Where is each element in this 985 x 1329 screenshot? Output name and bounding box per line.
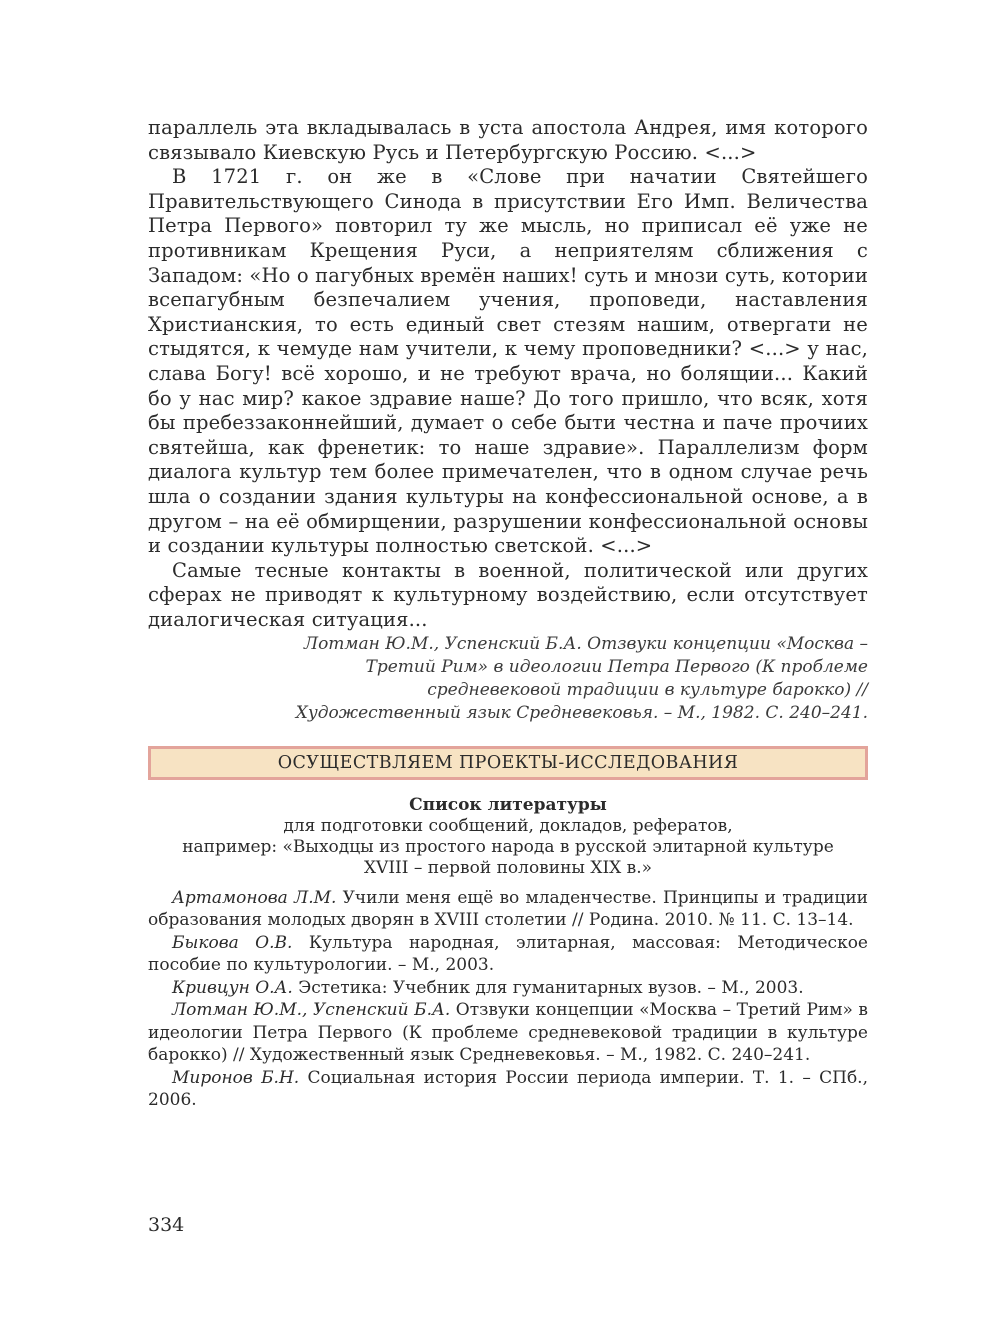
page-number: 334 <box>148 1214 185 1236</box>
section-header <box>148 746 868 780</box>
reference-item <box>148 887 868 932</box>
citation-line: Третий Рим» в идеологии Петра Первого (К проблеме <box>365 657 868 678</box>
reference-item <box>148 999 868 1067</box>
reference-author: Лотман Ю.М., Успенский Б.А. <box>172 1000 451 1021</box>
reference-author: Артамонова Л.М. <box>172 887 337 908</box>
reference-item <box>148 977 868 1000</box>
paragraph-3: Самые тесные контакты в военной, политической или других сферах не приводят к культурному воздействию, если отсутствует диалогическая ситуация... <box>148 558 868 631</box>
paragraph-1: параллель эта вкладывалась в уста апостола Андрея, имя которого связывало Киевскую Русь и Петербургскую Россию. <...> <box>148 116 868 164</box>
body-text <box>148 116 868 632</box>
citation <box>148 633 868 724</box>
reference-author: Миронов Б.Н. <box>172 1067 300 1088</box>
literature-subtitle-line: XVIII – первой половины XIX в.» <box>363 857 653 878</box>
reference-text: Учили меня ещё во младенчестве. Принципы и традиции образования молодых дворян в XVIII столетии // Родина. 2010. № 11. С. 13–14. <box>148 887 869 931</box>
page-content <box>148 116 868 1112</box>
section-header-label: ОСУЩЕСТВЛЯЕМ ПРОЕКТЫ-ИССЛЕДОВАНИЯ <box>277 752 739 773</box>
literature-heading <box>148 795 868 879</box>
citation-line: средневековой традиции в культуре барокко) // <box>427 680 868 701</box>
literature-title: Список литературы <box>409 794 607 815</box>
reference-author: Кривцун О.А. <box>172 977 293 998</box>
reference-text: Культура народная, элитарная, массовая: Методическое пособие по культурологии. – М., 2003. <box>148 932 868 976</box>
reference-item <box>148 1067 868 1112</box>
reference-item <box>148 932 868 977</box>
citation-line: Художественный язык Средневековья. – М., 1982. С. 240–241. <box>295 702 868 723</box>
citation-line: Лотман Ю.М., Успенский Б.А. Отзвуки концепции «Москва – <box>303 634 868 655</box>
reference-text: Эстетика: Учебник для гуманитарных вузов. – М., 2003. <box>292 977 804 998</box>
reference-list <box>148 887 868 1112</box>
reference-text: Социальная история России периода империи. Т. 1. – СПб., 2006. <box>148 1067 868 1111</box>
reference-text: Отзвуки концепции «Москва – Третий Рим» в идеологии Петра Первого (К проблеме средневековой традиции в культуре барокко) // Художественный язык Средневековья. – М., 1982. С. 240–241. <box>148 1000 868 1066</box>
reference-author: Быкова О.В. <box>172 932 293 953</box>
literature-subtitle-line: для подготовки сообщений, докладов, рефератов, <box>283 815 733 836</box>
literature-subtitle-line: например: «Выходцы из простого народа в русской элитарной культуре <box>182 836 834 857</box>
paragraph-2: В 1721 г. он же в «Слове при начатии Святейшего Правительствующего Синода в присутствии Его Имп. Величества Петра Первого» повторил ту же мысль, но приписал её уже не противникам Крещения Руси, а неприятелям сближения с Западом: «Но о пагубных времён наших! суть и мнози суть, котории всепагубным безпечалием учения, проповеди, наставления Христианския, то есть единый свет стезям нашим, отвергати не стыдятся, к чемуде нам учители, к чему проповедники? <...> у нас, слава Богу! всё хорошо, и не требуют врача, но болящии... Какий бо у нас мир? какое здравие наше? До того пришло, что всяк, хотя бы пребеззаконнейший, думает о себе быти честна и паче прочиих святейша, как френетик: то наше здравие». Параллелизм форм диалога культур тем более примечателен, что в одном случае речь шла о создании здания культуры на конфессиональной основе, а в другом – на её обмирщении, разрушении конфессиональной основы и создании культуры полностью светской. <...> <box>148 165 868 558</box>
